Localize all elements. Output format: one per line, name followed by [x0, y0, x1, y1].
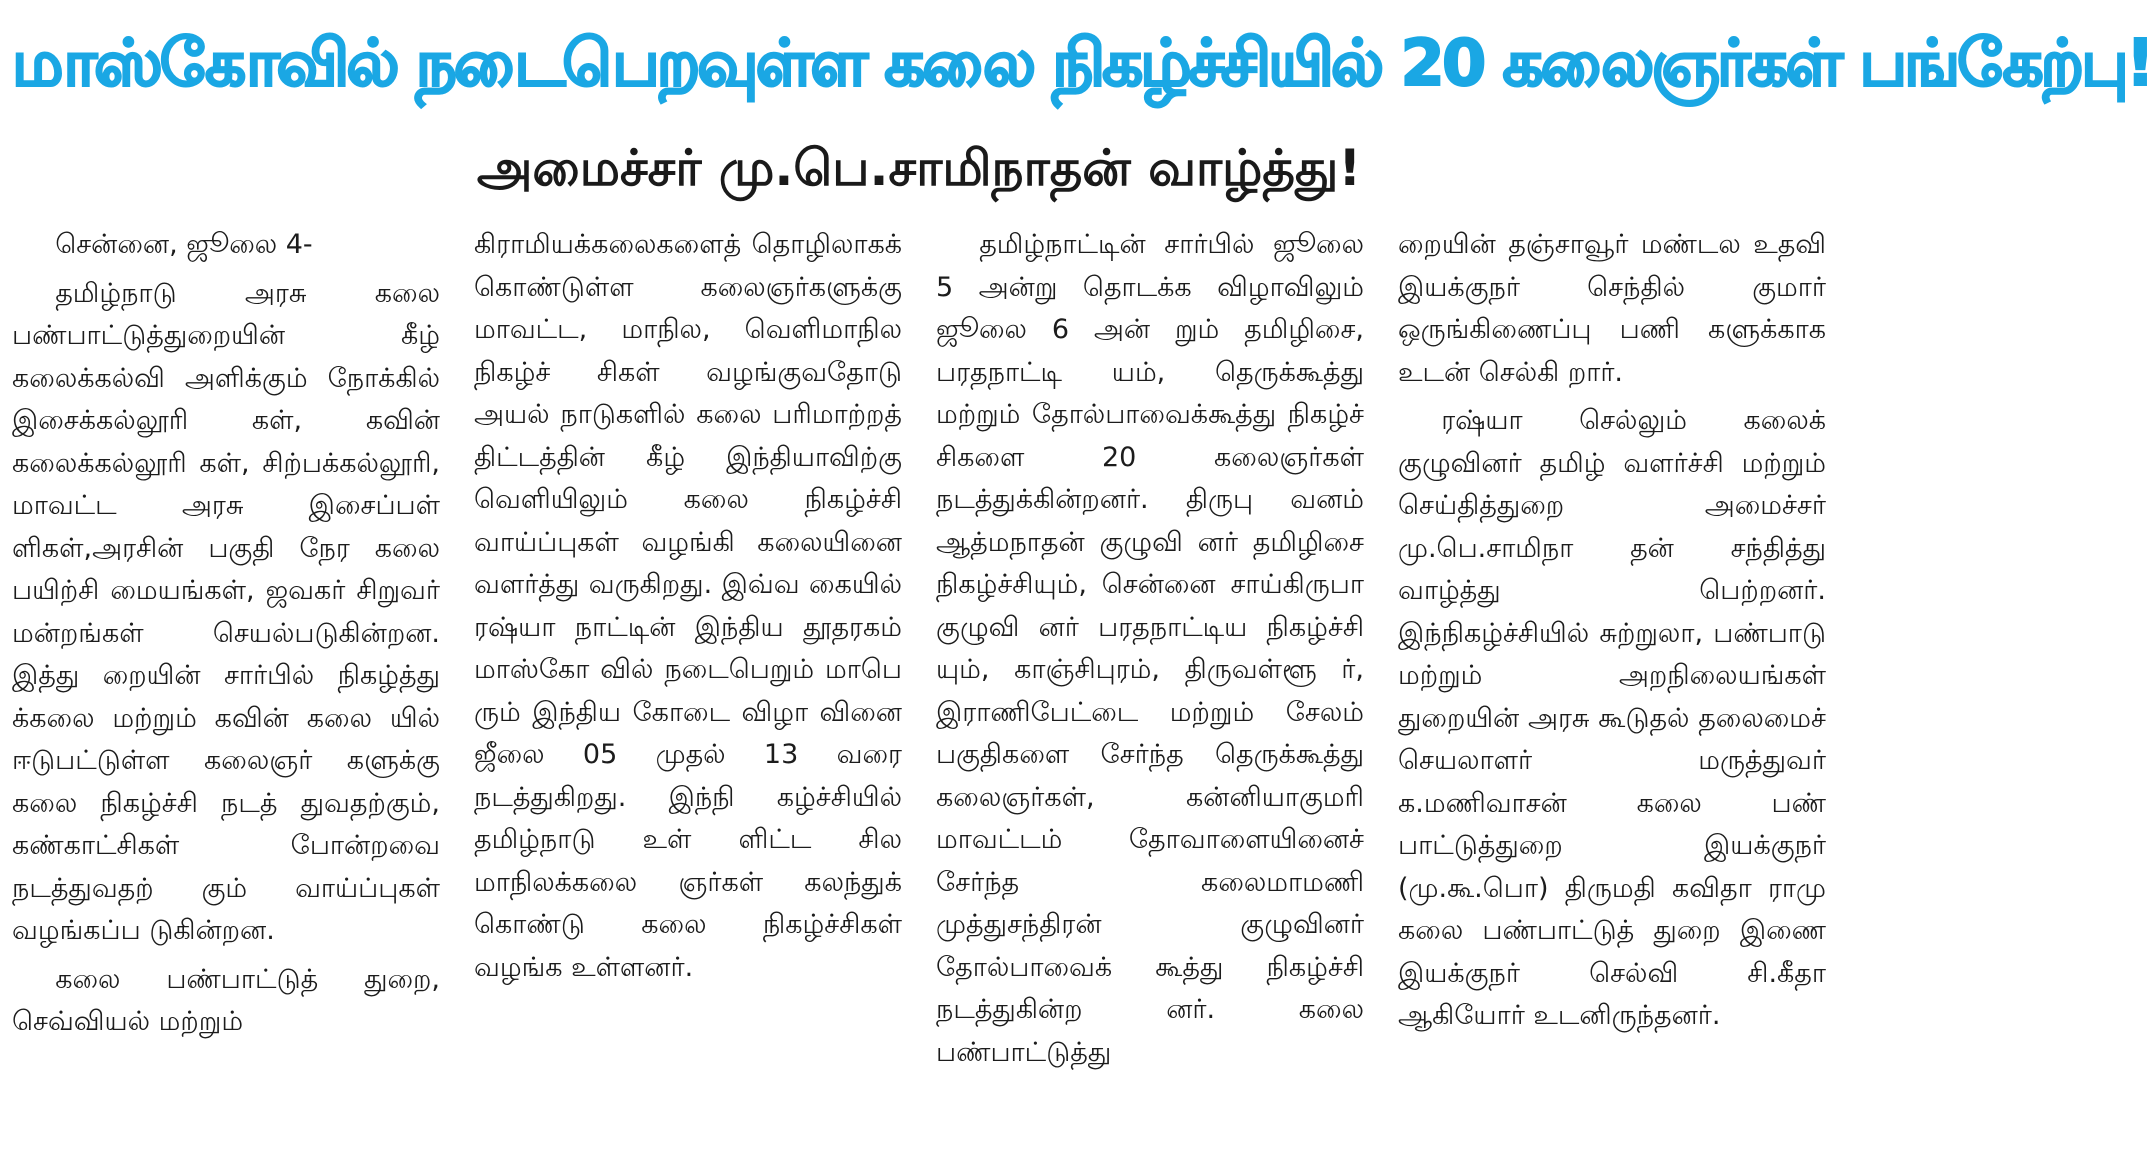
article-column-2: [474, 224, 902, 1174]
article-column-3: [936, 224, 1364, 1174]
article-column-1: [12, 224, 440, 1174]
article-column-4: [1398, 224, 1826, 1174]
paragraph: கிராமியக்கலைகளைத் தொழிலாகக் கொண்டுள்ள கலைஞர்களுக்கு மாவட்ட, மாநில, வெளிமாநில நிகழ்ச் சிகள் வழங்குவதோடு அயல் நாடுகளில் கலை பரிமாற்றத் திட்டத்தின் கீழ் இந்தியாவிற்கு வெளியிலும் கலை நிகழ்ச்சி வாய்ப்புகள் வழங்கி கலையினை வளர்த்து வருகிறது. இவ்வ கையில் ரஷ்யா நாட்டின் இந்திய தூதரகம் மாஸ்கோ வில் நடைபெறும் மாபெ ரும் இந்திய கோடை விழா வினை ஜீலை 05 முதல் 13 வரை நடத்துகிறது. இந்நி கழ்ச்சியில் தமிழ்நாடு உள் ளிட்ட சில மாநிலக்கலை ஞர்கள் கலந்துக் கொண்டு கலை நிகழ்ச்சிகள் வழங்க உள்ளனர்.: [474, 229, 902, 983]
article-body: [12, 224, 1826, 1174]
paragraph: றையின் தஞ்சாவூர் மண்டல உதவி இயக்குநர் செந்தில் குமார் ஒருங்கிணைப்பு பணி களுக்காக உடன் செல்கி றார்.: [1398, 229, 1826, 388]
headline: மாஸ்கோவில் நடைபெறவுள்ள கலை நிகழ்ச்சியில் 20 கலைஞர்கள் பங்கேற்பு!: [12, 27, 2152, 101]
paragraph: கலை பண்பாட்டுத் துறை, செவ்வியல் மற்றும்: [12, 963, 440, 1037]
paragraph: தமிழ்நாட்டின் சார்பில் ஜூலை 5 அன்று தொடக்க விழாவிலும் ஜூலை 6 அன் றும் தமிழிசை, பரதநாட்டி யம், தெருக்கூத்து மற்றும் தோல்பாவைக்கூத்து நிகழ்ச் சிகளை 20 கலைஞர்கள் நடத்துக்கின்றனர். திருபு வனம் ஆத்மநாதன் குழுவி னர் தமிழிசை நிகழ்ச்சியும், சென்னை சாய்கிருபா குழுவி னர் பரதநாட்டிய நிகழ்ச்சி யும், காஞ்சிபுரம், திருவள்ளூ ர், இராணிபேட்டை மற்றும் சேலம் பகுதிகளை சேர்ந்த தெருக்கூத்து கலைஞர்கள், கன்னியாகுமரி மாவட்டம் தோவாளையினைச் சேர்ந்த கலைமாமணி முத்துசந்திரன் குழுவினர் தோல்பாவைக் கூத்து நிகழ்ச்சி நடத்துகின்ற னர். கலை பண்பாட்டுத்து: [936, 229, 1364, 1068]
paragraph: ரஷ்யா செல்லும் கலைக் குழுவினர் தமிழ் வளர்ச்சி மற்றும் செய்தித்துறை அமைச்சர் மு.பெ.சாமிநா தன் சந்தித்து வாழ்த்து பெற்றனர். இந்நிகழ்ச்சியில் சுற்றுலா, பண்பாடு மற்றும் அறநிலையங்கள் துறையின் அரசு கூடுதல் தலைமைச் செயலாளர் மருத்துவர் க.மணிவாசன் கலை பண் பாட்டுத்துறை இயக்குநர் (மு.கூ.பொ) திருமதி கவிதா ராமு கலை பண்பாட்டுத் துறை இணை இயக்குநர் செல்வி சி.கீதா ஆகியோர் உடனிருந்தனர்.: [1398, 405, 1826, 1031]
dateline: சென்னை, ஜூலை 4-: [55, 229, 313, 260]
paragraph: தமிழ்நாடு அரசு கலை பண்பாட்டுத்துறையின் கீழ் கலைக்கல்வி அளிக்கும் நோக்கில் இசைக்கல்லூரி கள், கவின் கலைக்கல்லூரி கள், சிற்பக்கல்லூரி, மாவட்ட அரசு இசைப்பள் ளிகள்,அரசின் பகுதி நேர கலை பயிற்சி மையங்கள், ஜவகர் சிறுவர் மன்றங்கள் செயல்படுகின்றன. இத்து றையின் சார்பில் நிகழ்த்து க்கலை மற்றும் கவின் கலை யில் ஈடுபட்டுள்ள கலைஞர் களுக்கு கலை நிகழ்ச்சி நடத் துவதற்கும், கண்காட்சிகள் போன்றவை நடத்துவதற் கும் வாய்ப்புகள் வழங்கப்ப டுகின்றன.: [12, 277, 440, 946]
subheadline: அமைச்சர் மு.பெ.சாமிநாதன் வாழ்த்து!: [476, 139, 1362, 197]
